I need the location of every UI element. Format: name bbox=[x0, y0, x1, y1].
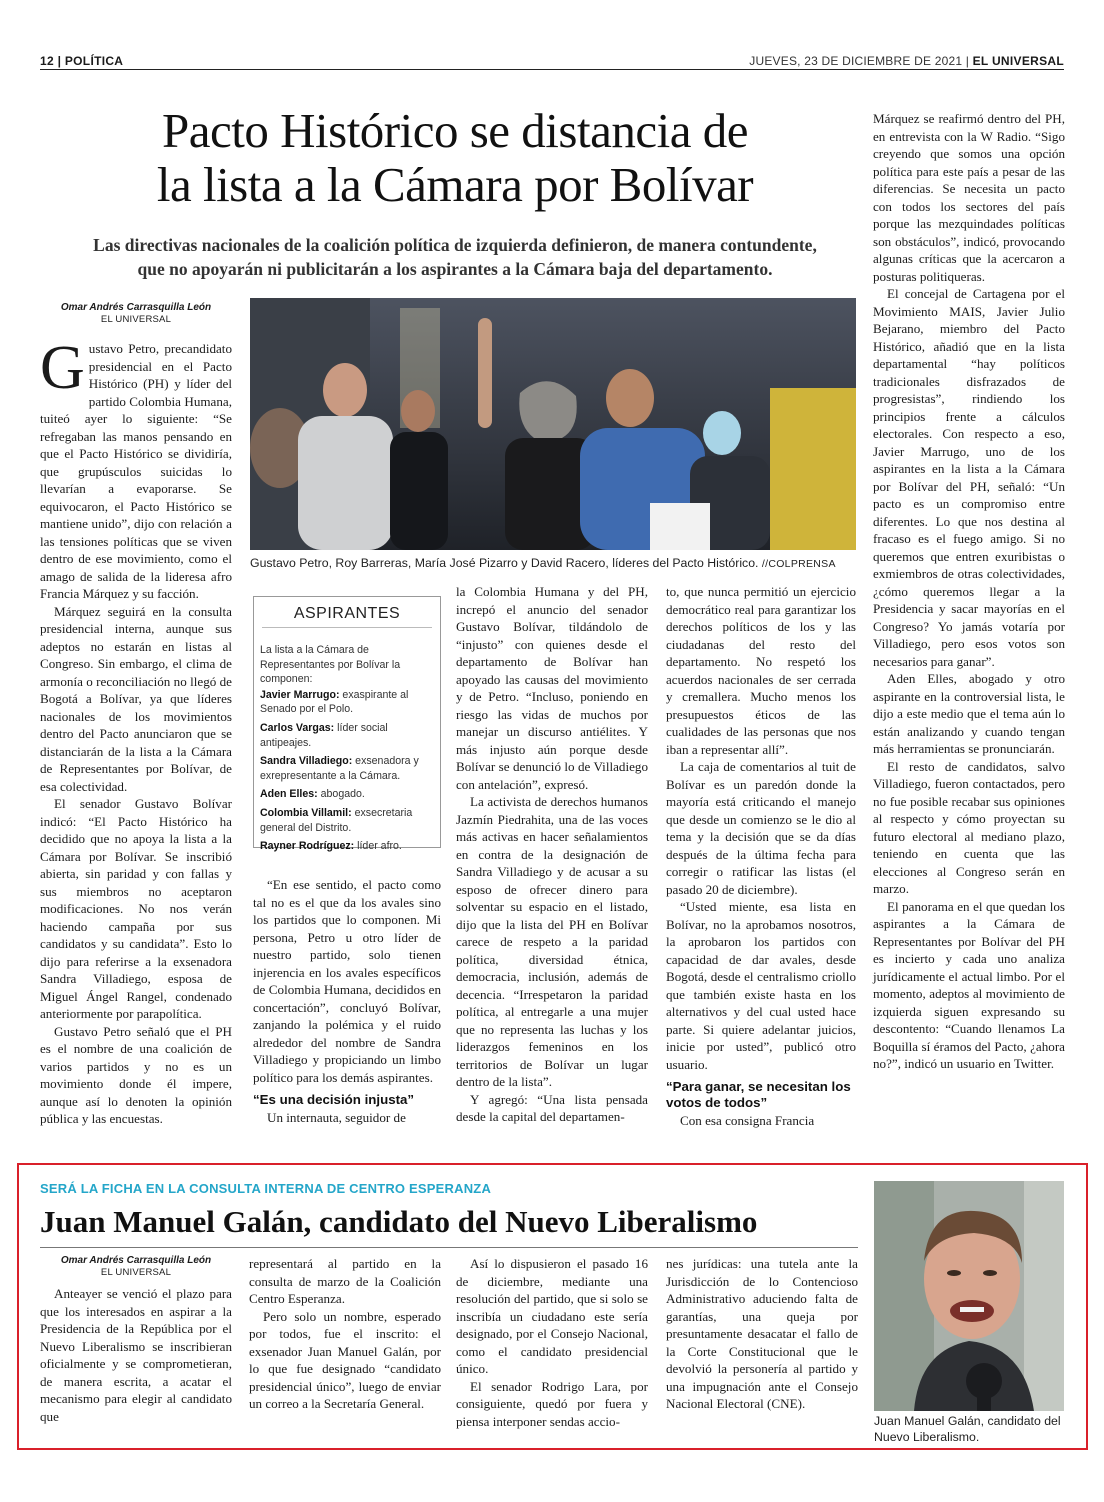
list-item: Carlos Vargas: líder social antipeajes. bbox=[260, 721, 388, 749]
newspaper-name: EL UNIVERSAL bbox=[972, 54, 1064, 68]
byline-author: Omar Andrés Carrasquilla León bbox=[60, 302, 212, 313]
photo-credit: //COLPRENSA bbox=[761, 558, 836, 570]
paragraph: El panorama en el que quedan los aspirantes a la Cámara de Representantes por Bolívar del PH es incierto y cada uno analiza jurídicamente el actual limbo. Por el momento, adeptos al movimiento de izquierda siguen expresando su descontento: “Cuando llenamos La Boquilla sí éramos del Pacto, ¿ahora no?”, indicó un usuario en Twitter. bbox=[873, 898, 1065, 1071]
article-column-1 bbox=[40, 302, 232, 1128]
paragraph: Así lo dispusieron el pasado 16 de diciembre, mediante una resolución del partido, que si solo se inscribía un ciudadano este sería designado, por el Consejo Nacional, como el candidato presidencial único. bbox=[456, 1256, 648, 1376]
byline bbox=[40, 302, 232, 326]
article-column-5 bbox=[873, 110, 1065, 1073]
galan-photo bbox=[874, 1181, 1064, 1411]
paragraph: Con esa consigna Francia bbox=[680, 1113, 815, 1128]
main-headline bbox=[60, 104, 850, 212]
section-label: 12 | POLÍTICA bbox=[40, 54, 124, 68]
paragraph: El resto de candidatos, salvo Villadiego, fueron contactados, pero no fue posible recabar sus opiniones al respecto y cómo proyectan su futuro electoral al mediano plazo, teniendo en cuenta que las elecciones al Congreso serán en marzo. bbox=[873, 758, 1065, 896]
paragraph: La caja de comentarios al tuit de Bolívar es un paredón donde la mayoría está criticando el manejo que desde un comienzo se le dio al tema y la decisión que se da días después de la última fecha para corregir o ratificar las listas (el pasado 20 de diciembre). bbox=[666, 759, 856, 897]
box-byline-author: Omar Andrés Carrasquilla León bbox=[60, 1255, 212, 1266]
paragraph: la Colombia Humana y del PH, increpó el anuncio del senador Gustavo Bolívar, tildándolo de “injusto” con quienes desde el departamento de Bolívar han apoyado las causas del movimiento y de Petro. “Incluso, poniendo en riesgo las vidas de muchos por manejar un discurso antiélites. Y más injusto aún porque desde Bolívar se denunció lo de Villadiego con antelación”, expresó. bbox=[456, 584, 648, 792]
paragraph: Márquez se reafirmó dentro del PH, en entrevista con la W Radio. “Sigo creyendo que somos una opción política para este país a pesar de las diferencias. Se necesita un pacto con todos los sectores del país porque las mezquindades políticas son obstáculos”, indicó, provocando algunas críticas que la acercaron a posturas politiqueras. bbox=[873, 111, 1065, 284]
subheading-votos: “Para ganar, se necesitan los votos de todos” bbox=[666, 1079, 851, 1110]
paragraph: La activista de derechos humanos Jazmín Piedrahita, una de las voces más activas en hacer señalamientos en contra de la designación de Sandra Villadiego y de acusar a su esposo de ofrecer dinero para solventar su espacio en el listado, dijo que la lista del PH en Bolívar carece de respeto a la paridad política, diversidad étnica, democracia, inclusión, además de decencia. “Irrespetaron la paridad política, al entregarle a una mujer que no representa las luchas y los liderazgos femeninos en los territorios de Bolívar un lugar dentro de la lista”. bbox=[456, 794, 648, 1089]
paragraph: Anteayer se venció el plazo para que los interesados en aspirar a la Presidencia de la República por el Nuevo Liberalismo se inscribieran oficialmente y se comprometieran, de manera escrita, a acatar el mecanismo para elegir al candidato que bbox=[40, 1286, 232, 1424]
article-deck bbox=[60, 233, 850, 281]
issue-date: JUEVES, 23 DE DICIEMBRE DE 2021 | bbox=[749, 54, 973, 68]
article-photo bbox=[250, 298, 856, 550]
box-column-3 bbox=[456, 1255, 648, 1430]
paragraph: Gustavo Petro, precandidato presidencial en el Pacto Histórico (PH) y líder del partido Colombia Humana, tuiteó ayer lo siguiente: “Se refregaban las manos pensando en que el Pacto Histórico se dividiría, que grupúsculos suicidas lo llevarían a evaporarse. Se equivocaron, el Pacto Histórico se mantiene unido”, dijo con relación a las tensiones políticas que se viven dentro de ese movimiento, como el amago de salida de la lideresa afro Francia Márquez y su facción. bbox=[40, 334, 232, 601]
rally-photo-illustration bbox=[250, 298, 856, 550]
aspirantes-sidebar bbox=[253, 596, 441, 853]
galan-photo-caption: Juan Manuel Galán, candidato del Nuevo Liberalismo. bbox=[874, 1414, 1061, 1444]
box-byline-org: EL UNIVERSAL bbox=[100, 1267, 172, 1278]
header-right bbox=[749, 54, 1064, 68]
paragraph: Gustavo Petro señaló que el PH es el nombre de una coalición de varios partidos y no es un movimiento donde él impere, aunque así lo denoten la opinión pública y las encuestas. bbox=[40, 1023, 232, 1126]
paragraph: “En ese sentido, el pacto como tal no es el que da los avales sino los partidos que lo componen. Mi persona, Petro u otro líder de nuestro partido, solo tienen injerencia en los avales específicos de Colombia Humana, decididos en concertación”, concluyó Bolívar, zanjando la polémica y el ruido alrededor del nombre de Sandra Villadiego y propiciando un limbo político para los demás aspirantes. bbox=[253, 877, 441, 1085]
paragraph: Un internauta, seguidor de bbox=[267, 1110, 406, 1125]
sidebar-body bbox=[254, 633, 440, 854]
deck-line-2: que no apoyarán ni publicitarán a los aspirantes a la Cámara baja del departamento. bbox=[137, 259, 773, 279]
portrait-illustration bbox=[874, 1181, 1064, 1411]
list-item: Rayner Rodríguez: líder afro. bbox=[260, 840, 402, 853]
paragraph: Aden Elles, abogado y otro aspirante en la controversial lista, le dijo a este medio que el tema aún lo están analizando y cuando tengan más herramientas se pronunciarán. bbox=[873, 671, 1065, 756]
article-column-4 bbox=[666, 583, 856, 1130]
paragraph: El senador Gustavo Bolívar indicó: “El Pacto Histórico ha decidido que no apoya la lista a la Cámara por Bolívar. Se inscribió abierta, sin paridad y con fallas y sus miembros no aceptaron modificaciones. No nos verán haciendo campaña por sus candidatos y su candidata”. Esto lo dijo para referirse a la exsenadora Sandra Villadiego, esposa de Miguel Ángel Rangel, condenado anteriormente por parapolítica. bbox=[40, 796, 232, 1021]
drop-cap: G bbox=[40, 334, 85, 402]
subheading-injusta: “Es una decisión injusta” bbox=[253, 1092, 415, 1107]
paragraph: Y agregó: “Una lista pensada desde la capital del departamen- bbox=[456, 1091, 648, 1124]
paragraph: El senador Rodrigo Lara, por consiguiente, quedó por fuera y piensa interponer sendas accio- bbox=[456, 1378, 648, 1429]
sidebar-title: ASPIRANTES bbox=[293, 605, 401, 622]
paragraph: nes jurídicas: una tutela ante la Jurisdicción de lo Contencioso Administrativo aduciendo falta de garantías, una queja por presuntamente desacatar el fallo de la Corte Constitucional que le devolvió la personería al partido y una impugnación ante el Consejo Nacional Electoral (CNE). bbox=[666, 1256, 858, 1411]
list-item: Sandra Villadiego: exsenadora y exrepresentante a la Cámara. bbox=[260, 755, 419, 782]
box-headline: Juan Manuel Galán, candidato del Nuevo Liberalismo bbox=[40, 1204, 758, 1239]
paragraph: representará al partido en la consulta de marzo de la Coalición Centro Esperanza. bbox=[249, 1256, 441, 1306]
box-byline bbox=[40, 1255, 232, 1279]
box-divider bbox=[40, 1247, 858, 1248]
paragraph: “Usted miente, esa lista en Bolívar, no la aprobamos nosotros, la aprobaron los partidos con capacidad de dar avales, desde Bogotá, desde el centralismo criollo que también existe hasta en los alternativos y del cual usted hace parte. Si quiere adelantar juicios, inicie por usted”, publicó otro usuario. bbox=[666, 899, 856, 1072]
box-column-4 bbox=[666, 1255, 858, 1413]
headline-line-1: Pacto Histórico se distancia de bbox=[162, 103, 748, 158]
list-item: Aden Elles: abogado. bbox=[260, 788, 365, 801]
list-item: Colombia Villamil: exsecretaria general del Distrito. bbox=[260, 806, 413, 834]
box-column-1 bbox=[40, 1255, 232, 1425]
paragraph: Márquez seguirá en la consulta presidencial interna, aunque sus adeptos no estarán en listas al Congreso. Sin embargo, el clima de armonía o reconciliación no llegó de Bogotá a Bolívar, ya que líderes nacionales de los movimientos dentro del Pacto anunciaron que se distanciarán de la lista a la Cámara de Representantes por Bolívar, de esa colectividad. bbox=[40, 603, 232, 794]
article-column-2 bbox=[253, 876, 441, 1127]
sidebar-divider bbox=[262, 627, 432, 628]
photo-caption-text: Gustavo Petro, Roy Barreras, María José Pizarro y David Racero, líderes del Pacto Histórico. bbox=[250, 556, 762, 570]
headline-line-2: la lista a la Cámara por Bolívar bbox=[156, 157, 754, 212]
box-column-2 bbox=[249, 1255, 441, 1413]
article-column-3 bbox=[456, 583, 648, 1126]
deck-line-1: Las directivas nacionales de la coalición política de izquierda definieron, de manera contundente, bbox=[93, 235, 817, 255]
page-header bbox=[40, 54, 1064, 70]
paragraph: Pero solo un nombre, esperado por todos, fue el inscrito: el exsenador Juan Manuel Galán, por lo que fue designado “candidato presidencial único”, luego de enviar un correo a la Secretaría General. bbox=[249, 1308, 441, 1411]
byline-org: EL UNIVERSAL bbox=[100, 314, 172, 325]
box-kicker: SERÁ LA FICHA EN LA CONSULTA INTERNA DE CENTRO ESPERANZA bbox=[40, 1181, 492, 1196]
paragraph: El concejal de Cartagena por el Movimiento MAIS, Javier Julio Bejarano, miembro del Pacto Histórico, añadió que en la lista departamental “hay políticos tradicionales disfrazados de progresistas”, rindiendo los principios frente a cálculos electorales. Con respecto a eso, Javier Marrugo, uno de los aspirantes en la lista a la Cámara por Bolívar del PH, señaló: “Un pacto es un compromiso entre diferentes. Lo que nos destina al fracaso es el fuego amigo. Si no queremos que entren exuribistas o exmiembros de otras colectividades, ¿cómo queremos llegar a la Presidencia y sacar mayorías en el Congreso? Yo jamás votaría por Villadiego, pero esos votos son necesarios para ganar”. bbox=[873, 286, 1065, 669]
photo-caption bbox=[250, 556, 856, 570]
list-item: Javier Marrugo: exaspirante al Senado por el Polo. bbox=[260, 688, 409, 716]
sidebar-intro: La lista a la Cámara de Representantes por Bolívar la componen: bbox=[260, 644, 401, 686]
paragraph: to, que nunca permitió un ejercicio democrático real para garantizar los derechos políticos de los y las ciudadanas del resto del departamento. No respetó los acuerdos nacionales de ser cerrada y cremallera. Mucho menos los presupuestos éticos de las cualidades de las personas que nos iban a representar allí”. bbox=[666, 584, 856, 757]
